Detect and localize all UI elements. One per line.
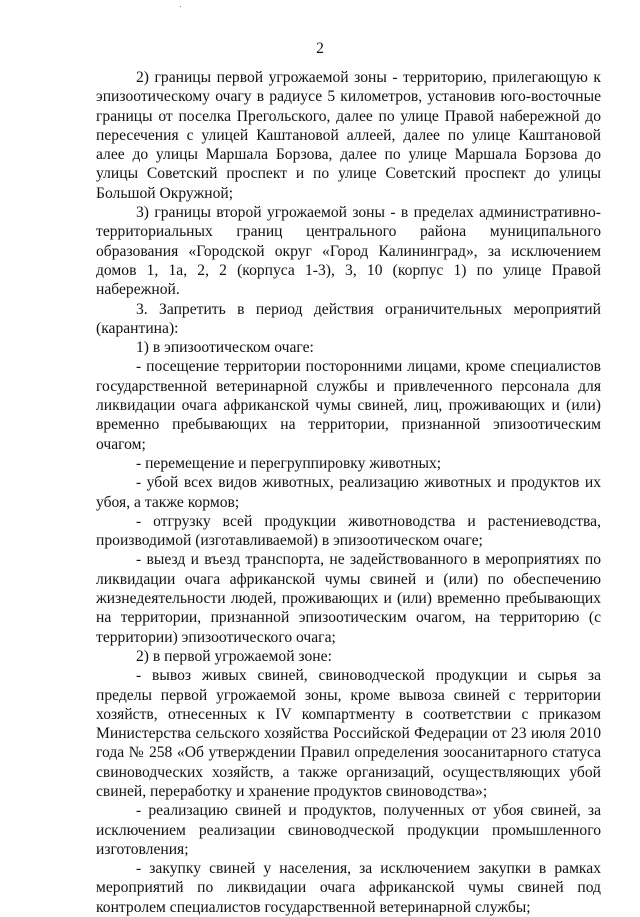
paragraph-slaughter-ban: - убой всех видов животных, реализацию животных и продуктов их убоя, а также кормов;: [96, 474, 601, 511]
paragraph-animal-movement-ban: - перемещение и перегруппировку животных;: [136, 454, 442, 472]
paragraph-outbreak-heading: 1) в эпизоотическом очаге:: [136, 339, 314, 357]
paragraph-visit-ban: - посещение территории посторонними лицами, кроме специалистов государственной ветеринарной службы и привлеченного персонала для ликвидации очага африканской чумы свиней, лиц, проживающих и (или) временно пребывающих на территории, признанной эпизоотическим очагом;: [96, 358, 601, 453]
paragraph-export-ban: - вывоз живых свиней, свиноводческой продукции и сырья за пределы первой угрожаемой зоны, кроме вывоза свиней с территории хозяйств, отнесенных к IV компартменту в соответствии с приказом Министерства сельского хозяйства Российской Федерации от 23 июля 2010 года № 258 «Об утверждении Правил определения зоосанитарного статуса свиноводческих хозяйств, а также организаций, осуществляющих убой свиней, переработку и хранение продуктов свиноводства»;: [96, 667, 601, 800]
paragraph-sales-ban: - реализацию свиней и продуктов, полученных от убоя свиней, за исключением реализации свиноводческой продукции промышленного изготовления;: [96, 802, 601, 858]
scan-mark: [180, 6, 181, 7]
paragraph-first-zone-heading: 2) в первой угрожаемой зоне:: [136, 647, 332, 665]
paragraph-purchase-ban: - закупку свиней у населения, за исключением закупки в рамках мероприятий по ликвидации очага африканской чумы свиней под контролем специалистов государственной ветеринарной службы;: [96, 860, 601, 916]
document-body: [96, 68, 601, 917]
paragraph-second-zone-borders: 3) границы второй угрожаемой зоны - в пределах административно-территориальных границ центрального района муниципального образования «Городской округ «Город Калининград», за исключением домов 1, 1а, 2, 2 (корпуса 1-3), 3, 10 (корпус 1) по улице Правой набережной.: [96, 204, 601, 299]
paragraph-shipment-ban: - отгрузку всей продукции животноводства и растениеводства, производимой (изготавливаемой) в эпизоотическом очаге;: [96, 512, 601, 550]
paragraph-first-zone-borders: 2) границы первой угрожаемой зоны - территорию, прилегающую к эпизоотическому очагу в радиусе 5 километров, установив юго-восточные границы от поселка Прегольского, далее по улице Правой набережной до пересечения с улицей Каштановой аллеей, далее по улице Каштановой алее до улицы Маршала Борзова, далее по улице Маршала Борзова до улицы Советский проспект и по улице Советский проспект до улицы Большой Окружной;: [96, 69, 601, 202]
paragraph-transport-ban: - выезд и въезд транспорта, не задействованного в мероприятиях по ликвидации очага африканской чумы свиней и (или) по обеспечению жизнедеятельности людей, проживающих и (или) временно пребывающих на территории, признанной эпизоотическим очагом, на территорию (с территории) эпизоотического очага;: [96, 551, 601, 646]
paragraph-prohibitions-intro: 3. Запретить в период действия ограничительных мероприятий (карантина):: [96, 300, 601, 337]
page-number: 2: [316, 40, 324, 57]
